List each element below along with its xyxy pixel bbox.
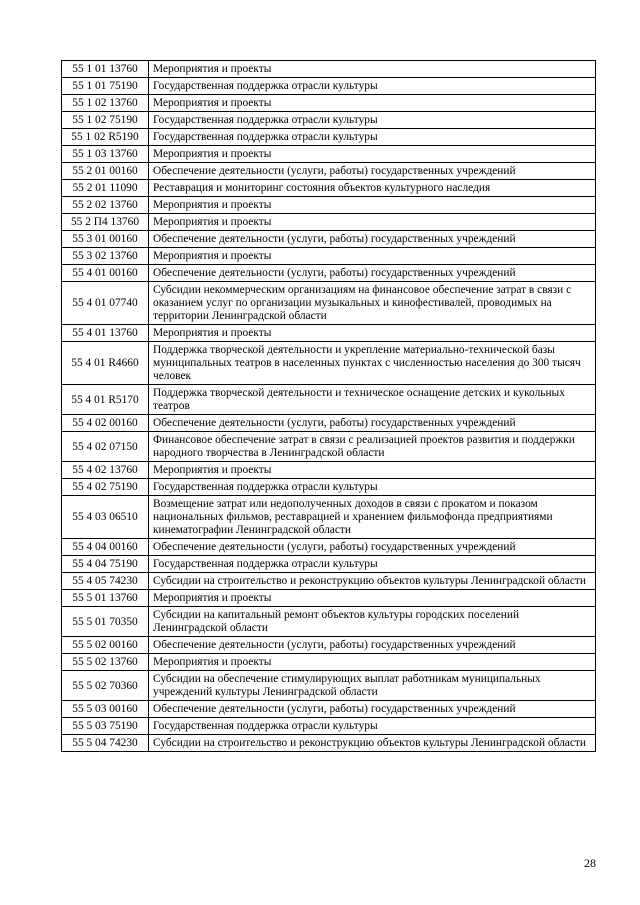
description-cell: Реставрация и мониторинг состояния объектов культурного наследия xyxy=(149,180,596,197)
code-cell: 55 4 04 00160 xyxy=(62,539,149,556)
code-cell: 55 2 01 00160 xyxy=(62,163,149,180)
table-row xyxy=(62,248,596,265)
table-row xyxy=(62,718,596,735)
description-cell: Субсидии на капитальный ремонт объектов культуры городских поселений Ленинградской области xyxy=(149,607,596,637)
code-cell: 55 1 03 13760 xyxy=(62,146,149,163)
code-cell: 55 4 02 00160 xyxy=(62,415,149,432)
code-cell: 55 5 03 75190 xyxy=(62,718,149,735)
description-cell: Государственная поддержка отрасли культуры xyxy=(149,112,596,129)
description-cell: Мероприятия и проекты xyxy=(149,95,596,112)
table-row xyxy=(62,701,596,718)
code-cell: 55 3 02 13760 xyxy=(62,248,149,265)
table-row xyxy=(62,129,596,146)
table-row xyxy=(62,146,596,163)
code-cell: 55 4 01 00160 xyxy=(62,265,149,282)
table-row xyxy=(62,556,596,573)
code-cell: 55 4 02 13760 xyxy=(62,462,149,479)
code-cell: 55 4 02 07150 xyxy=(62,432,149,462)
table-row xyxy=(62,112,596,129)
description-cell: Обеспечение деятельности (услуги, работы) государственных учреждений xyxy=(149,637,596,654)
code-cell: 55 5 02 70360 xyxy=(62,671,149,701)
description-cell: Субсидии некоммерческим организациям на финансовое обеспечение затрат в связи с оказанием услуг по организации музыкальных и кинофестивалей, проводимых на территории Ленинградской области xyxy=(149,282,596,325)
code-cell: 55 2 02 13760 xyxy=(62,197,149,214)
description-cell: Мероприятия и проекты xyxy=(149,590,596,607)
description-cell: Поддержка творческой деятельности и укрепление материально-технической базы муниципальных театров в населенных пунктах с численностью населения до 300 тысяч человек xyxy=(149,342,596,385)
code-cell: 55 5 01 13760 xyxy=(62,590,149,607)
table-row xyxy=(62,496,596,539)
table-row xyxy=(62,432,596,462)
code-cell: 55 4 05 74230 xyxy=(62,573,149,590)
description-cell: Поддержка творческой деятельности и техническое оснащение детских и кукольных театров xyxy=(149,385,596,415)
code-cell: 55 2 01 11090 xyxy=(62,180,149,197)
description-cell: Обеспечение деятельности (услуги, работы) государственных учреждений xyxy=(149,163,596,180)
table-row xyxy=(62,671,596,701)
description-cell: Государственная поддержка отрасли культуры xyxy=(149,479,596,496)
code-cell: 55 1 01 13760 xyxy=(62,61,149,78)
code-cell: 55 5 04 74230 xyxy=(62,735,149,752)
table-row xyxy=(62,197,596,214)
description-cell: Государственная поддержка отрасли культуры xyxy=(149,129,596,146)
table-row xyxy=(62,539,596,556)
description-cell: Государственная поддержка отрасли культуры xyxy=(149,78,596,95)
code-cell: 55 3 01 00160 xyxy=(62,231,149,248)
description-cell: Субсидии на строительство и реконструкцию объектов культуры Ленинградской области xyxy=(149,573,596,590)
code-cell: 55 1 01 75190 xyxy=(62,78,149,95)
table-row xyxy=(62,95,596,112)
description-cell: Мероприятия и проекты xyxy=(149,197,596,214)
description-cell: Мероприятия и проекты xyxy=(149,462,596,479)
table-row xyxy=(62,735,596,752)
budget-code-table xyxy=(61,60,596,752)
description-cell: Мероприятия и проекты xyxy=(149,146,596,163)
table-row xyxy=(62,415,596,432)
code-cell: 55 1 02 R5190 xyxy=(62,129,149,146)
description-cell: Мероприятия и проекты xyxy=(149,325,596,342)
description-cell: Субсидии на обеспечение стимулирующих выплат работникам муниципальных учреждений культуры Ленинградской области xyxy=(149,671,596,701)
table-row xyxy=(62,325,596,342)
description-cell: Финансовое обеспечение затрат в связи с реализацией проектов развития и поддержки народного творчества в Ленинградской области xyxy=(149,432,596,462)
description-cell: Обеспечение деятельности (услуги, работы) государственных учреждений xyxy=(149,415,596,432)
code-cell: 55 5 02 13760 xyxy=(62,654,149,671)
code-cell: 55 2 П4 13760 xyxy=(62,214,149,231)
description-cell: Мероприятия и проекты xyxy=(149,248,596,265)
table-row xyxy=(62,573,596,590)
table-row xyxy=(62,637,596,654)
description-cell: Государственная поддержка отрасли культуры xyxy=(149,556,596,573)
page-number: 28 xyxy=(584,856,596,870)
table-row xyxy=(62,654,596,671)
code-cell: 55 4 01 07740 xyxy=(62,282,149,325)
description-cell: Мероприятия и проекты xyxy=(149,654,596,671)
code-cell: 55 5 02 00160 xyxy=(62,637,149,654)
description-cell: Субсидии на строительство и реконструкцию объектов культуры Ленинградской области xyxy=(149,735,596,752)
code-cell: 55 1 02 13760 xyxy=(62,95,149,112)
description-cell: Обеспечение деятельности (услуги, работы) государственных учреждений xyxy=(149,539,596,556)
table-row xyxy=(62,214,596,231)
table-row xyxy=(62,78,596,95)
code-cell: 55 4 02 75190 xyxy=(62,479,149,496)
code-cell: 55 4 01 13760 xyxy=(62,325,149,342)
table-row xyxy=(62,479,596,496)
code-cell: 55 4 03 06510 xyxy=(62,496,149,539)
table-row xyxy=(62,61,596,78)
table-row xyxy=(62,265,596,282)
description-cell: Государственная поддержка отрасли культуры xyxy=(149,718,596,735)
table-row xyxy=(62,385,596,415)
table-row xyxy=(62,462,596,479)
code-cell: 55 4 01 R4660 xyxy=(62,342,149,385)
table-row xyxy=(62,607,596,637)
description-cell: Обеспечение деятельности (услуги, работы) государственных учреждений xyxy=(149,265,596,282)
code-cell: 55 5 03 00160 xyxy=(62,701,149,718)
table-row xyxy=(62,590,596,607)
table-row xyxy=(62,180,596,197)
table-row xyxy=(62,231,596,248)
table-row xyxy=(62,282,596,325)
description-cell: Мероприятия и проекты xyxy=(149,61,596,78)
code-cell: 55 1 02 75190 xyxy=(62,112,149,129)
code-cell: 55 4 01 R5170 xyxy=(62,385,149,415)
table-row xyxy=(62,342,596,385)
description-cell: Обеспечение деятельности (услуги, работы) государственных учреждений xyxy=(149,701,596,718)
description-cell: Обеспечение деятельности (услуги, работы) государственных учреждений xyxy=(149,231,596,248)
table-body xyxy=(62,61,596,752)
description-cell: Мероприятия и проекты xyxy=(149,214,596,231)
description-cell: Возмещение затрат или недополученных доходов в связи с прокатом и показом национальных фильмов, реставрацией и хранением фильмофонда предприятиями кинематографии Ленинградской области xyxy=(149,496,596,539)
table-row xyxy=(62,163,596,180)
code-cell: 55 4 04 75190 xyxy=(62,556,149,573)
code-cell: 55 5 01 70350 xyxy=(62,607,149,637)
